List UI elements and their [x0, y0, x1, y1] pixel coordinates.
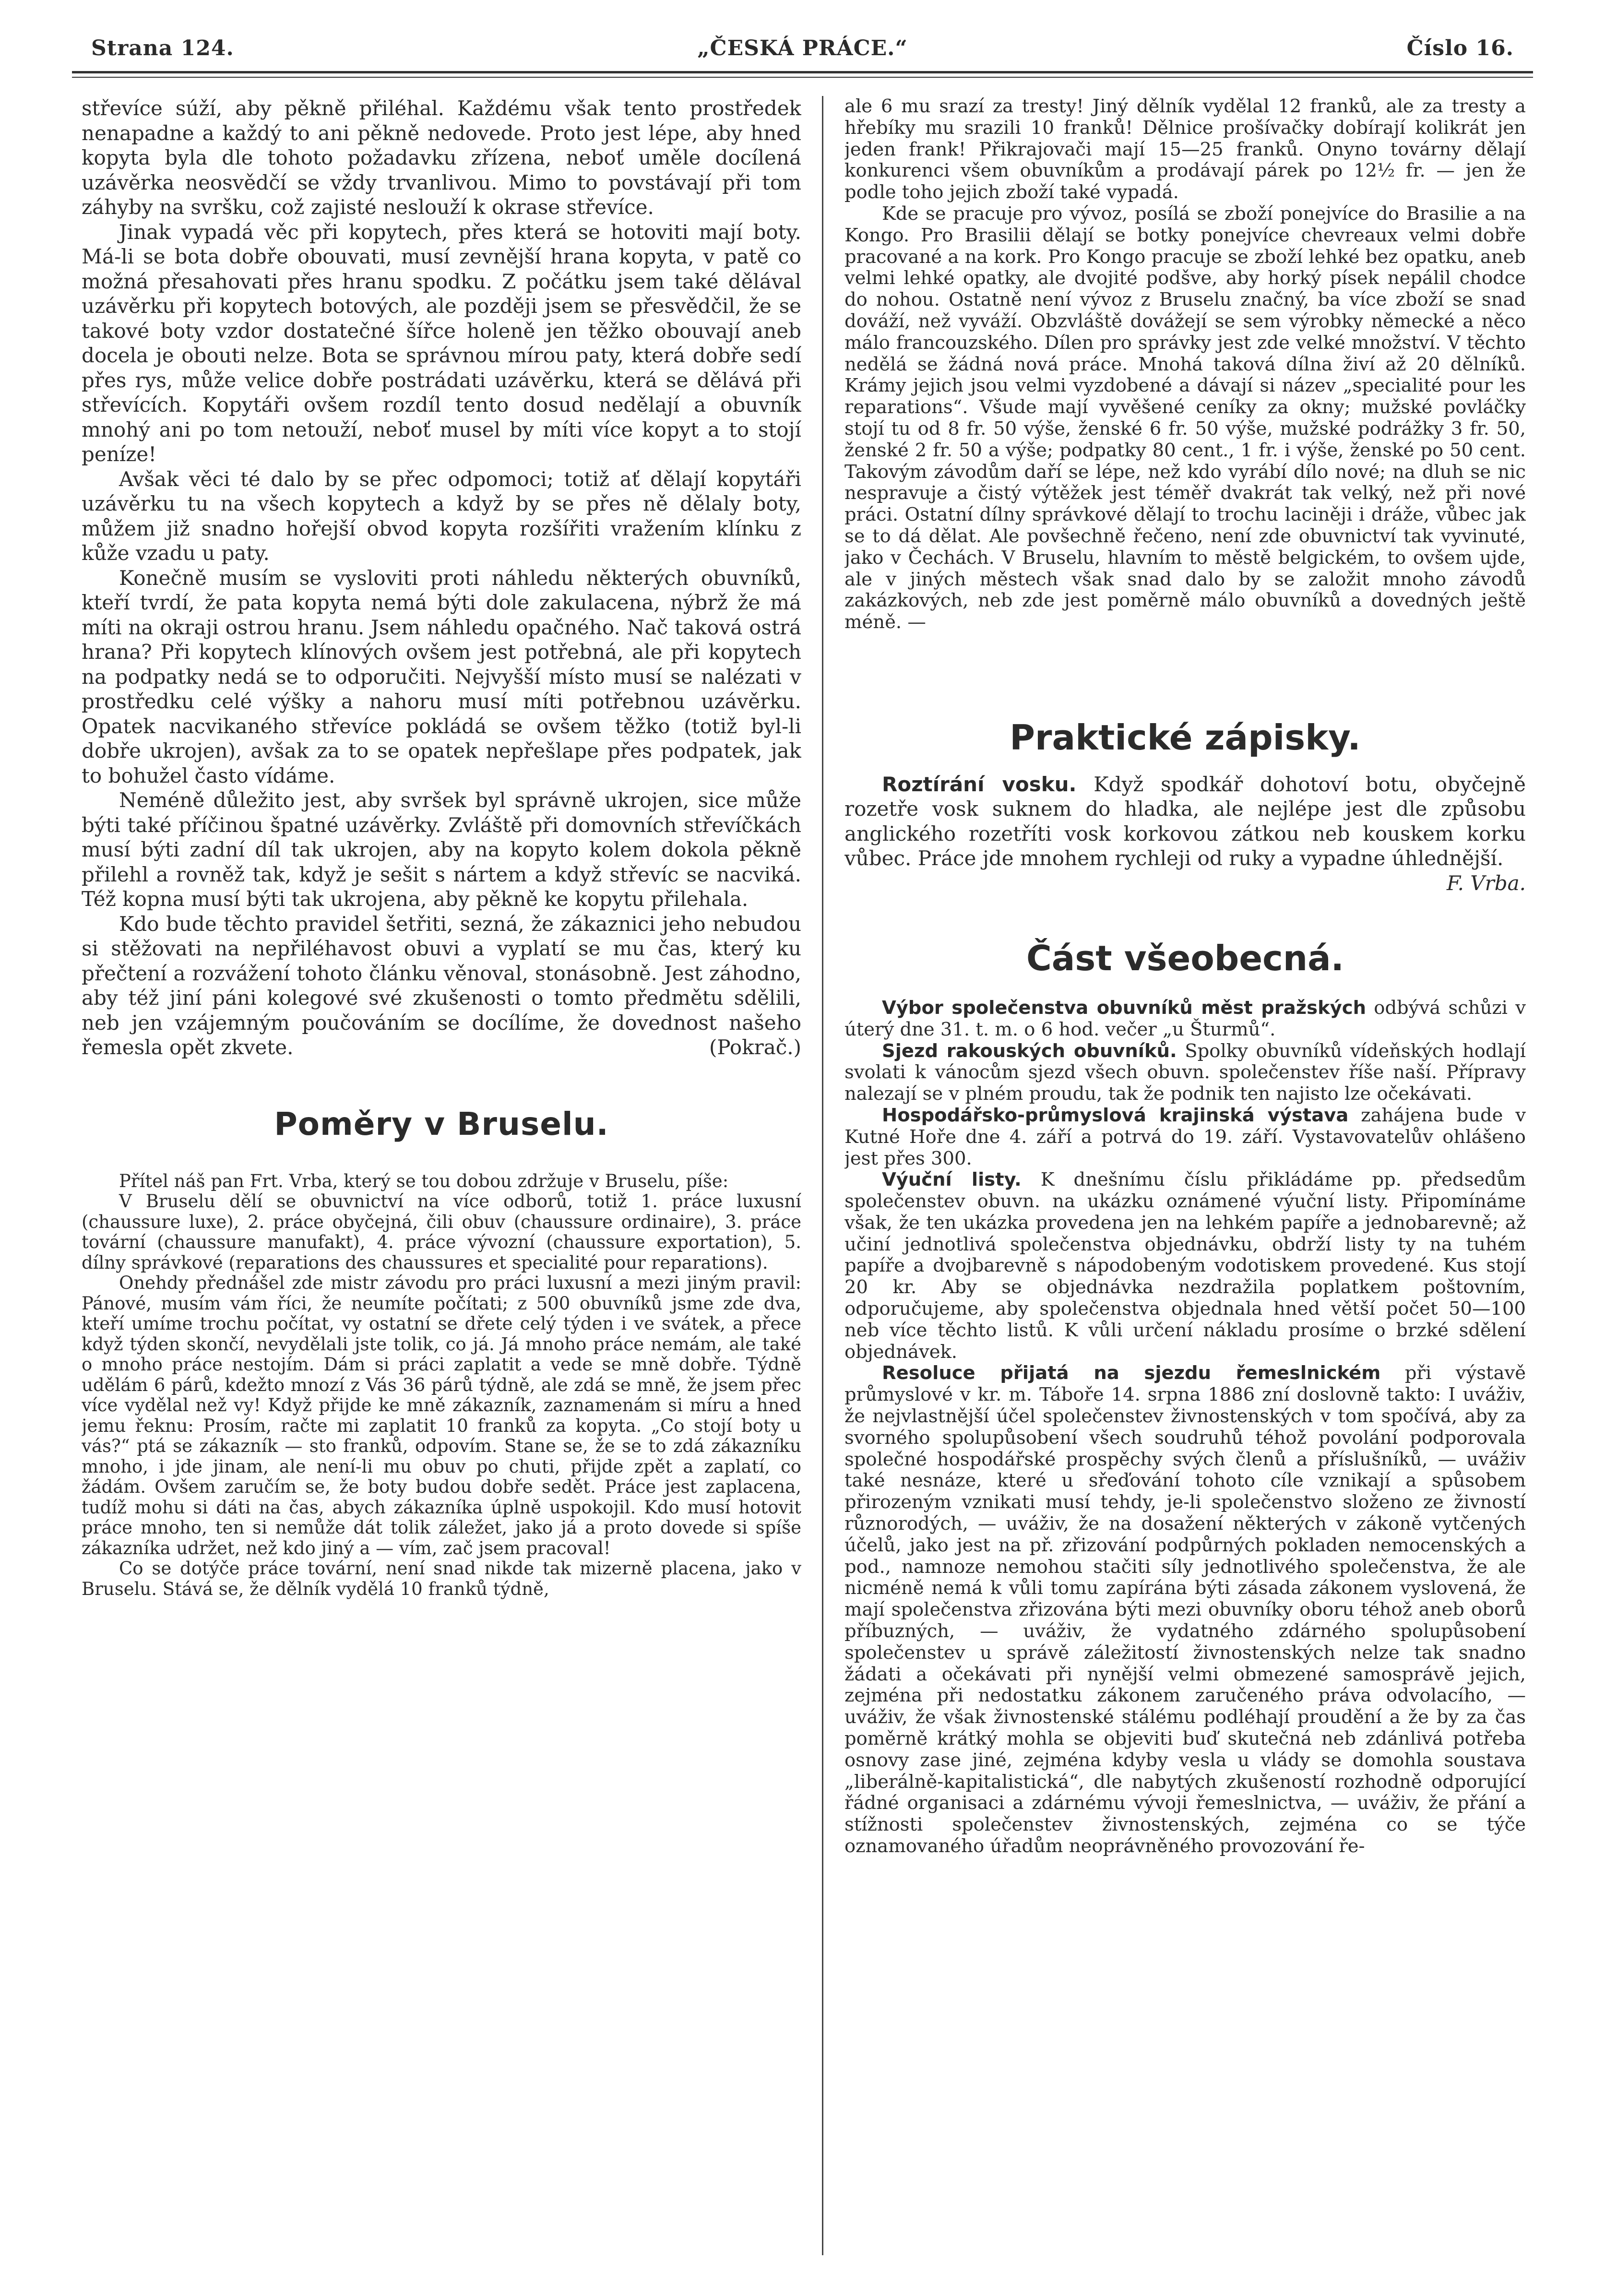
- section-heading-prakticke: Praktické zápisky.: [1010, 717, 1361, 758]
- section-heading-cast: Část všeobecná.: [1026, 938, 1344, 978]
- article-paragraph: Neméně důležito jest, aby svršek byl správně ukrojen, sice může býti také příčinou špatné uzávěrky. Zvláště při domovních střevíčkách musí býti zadní díl tak ukrojen, aby na kopyto kolem dokola pěkně přilehl a rovněž tak, když je sešit s nártem a když střevíc se nacviká. Též kopna musí býti tak ukrojena, aby pěkně ke kopytu přilehala.: [82, 788, 801, 911]
- news-item-lead: Resoluce přijatá na sjezdu řemeslnickém: [882, 1362, 1381, 1384]
- prakticke-paragraph: [844, 772, 1526, 895]
- section-paragraph: Co se dotýče práce tovární, není snad nikde tak mizerně placena, jako v Bruselu. Stává se, že dělník vydělá 10 franků týdně,: [82, 1558, 801, 1599]
- news-item-lead: Hospodářsko-průmyslová krajinská výstava: [882, 1104, 1349, 1126]
- header-rule-thin: [72, 77, 1533, 78]
- article-paragraph: [82, 912, 801, 1060]
- masthead-title: „ČESKÁ PRÁCE.“: [697, 36, 908, 60]
- news-item: [844, 1105, 1526, 1169]
- news-item-lead: Sjezd rakouských obuvníků.: [882, 1040, 1177, 1062]
- news-item: [844, 1041, 1526, 1105]
- author-signature: F. Vrba.: [1447, 871, 1526, 895]
- news-item-text: Spolky obuvníků vídeňských hodlají svolati k vánocům sjezd všech obuvn. společenstev říše naší. Přípravy nalezají se v plném proudu, tak že podnik ten najisto lze očekávati.: [844, 1040, 1526, 1105]
- section-paragraph: Přítel náš pan Frt. Vrba, který se tou dobou zdržuje v Bruselu, píše:: [119, 1170, 729, 1191]
- continued-note: (Pokrač.): [709, 1035, 801, 1059]
- column-divider: [822, 96, 823, 2255]
- news-item-lead: Výuční listy.: [882, 1169, 1022, 1191]
- news-item: [844, 998, 1526, 1041]
- news-item-lead: Výbor společenstva obuvníků měst pražských: [882, 997, 1367, 1019]
- news-item: [844, 1169, 1526, 1363]
- article-paragraph: Jinak vypadá věc při kopytech, přes která se hotoviti mají boty. Má-li se bota dobře obouvati, musí zevnější hrana kopyta, v patě co možná přesahovati přes hranu spodku. Z počátku jsem také dělával uzávěrku při kopytech botových, ale později jsem se přesvědčil, že se takové boty vzdor dostatečné šířce holeně jen těžko obouvají aneb docela je obouti nelze. Bota se správnou mírou paty, která dobře sedí přes rys, může velice dobře postrádati uzávěrku, která se dělává při střevících. Kopytáři ovšem rozdíl tento dosud nedělají a obuvník mnohý ani po tom netouží, neboť musel by míti více kopyt a to stojí peníze!: [82, 220, 801, 466]
- section-paragraph: V Bruselu dělí se obuvnictví na více odborů, totiž 1. práce luxusní (chaussure luxe), 2. práce obyčejná, čili obuv (chaussure ordinaire), 3. práce tovární (chaussure manufakt), 4. práce vývozní (chaussure exportation), 5. dílny správkové (reparations des chaussures et specialité pour reparations).: [82, 1191, 801, 1273]
- prakticke-text: Když spodkář dohotoví botu, obyčejně rozetře vosk suknem do hladka, ale nejlépe jest dle způsobu anglického rozetříti vosk korkovou zátkou neb kouskem korku vůbec. Práce jde mnohem rychleji od ruky a vypadne úhlednější.: [844, 772, 1526, 870]
- article-paragraph: střevíce súží, aby pěkně přiléhal. Každému však tento prostředek nenapadne a každý to ani pěkně nedovede. Proto jest lépe, aby hned kopyta byla dle tohoto požadavku zřízena, neboť uměle docílená uzávěrka neosvědčí se vždy trvanlivou. Mimo to povstávají při tom záhyby na svršku, což zajisté neslouží k okrase střevíce.: [82, 96, 801, 219]
- news-item-text: zahájena bude v Kutné Hoře dne 4. září a potrvá do 19. září. Vystavovatelův ohlášeno jest přes 300.: [844, 1104, 1526, 1169]
- news-item-text: odbývá schůzi v úterý dne 31. t. m. o 6 hod. večer „u Šturmů“.: [844, 997, 1526, 1040]
- news-item-text: K dnešnímu číslu přikládáme pp. předsedům společenstev obuvn. na ukázku oznámené výuční listy. Připomínáme však, že ten ukázka provedena jen na lehkém papíře a jednobarevně; až učiní jednotlivá společenstva objednávku, obdrží listy ty na tuhém papíře a dvojbarevně s nápodobeným vodotiskem provedené. Kus stojí 20 kr. Aby se objednávka nezdražila poplatkem poštovním, odporučujeme, aby společenstva objednala hned větší počet 50—100 neb více těchto listů. K vůli určení nákladu prosíme o brzké sdělení objednávek.: [844, 1169, 1526, 1363]
- prakticke-lead: Roztírání vosku.: [882, 772, 1077, 796]
- section-heading-pomery: Poměry v Bruselu.: [274, 1105, 609, 1142]
- section-paragraph: Onehdy přednášel zde mistr závodu pro práci luxusní a mezi jiným pravil: Pánové, musím vám říci, že neumíte počítati; z 500 obuvníků jsme zde dva, kteří umíme trochu počítat, vy ostatní se dřete celý týden i ve svátek, a přece když týden skončí, nevydělali jste tolik, co já. Já mnoho práce nemám, ale také o mnoho práce nestojím. Dám si práci zaplatit a vede se mně dobře. Týdně udělám 6 párů, kdežto mnozí z Vás 36 párů týdně, ale zdá se mně, že jsem přec více vydělal než vy! Když přijde ke mně zákazník, zaznamenám si míru a hned jemu řeknu: Prosím, račte mi zaplatit 10 franků za kopyta. „Co stojí boty u vás?“ ptá se zákazník — sto franků, odpovím. Stane se, že se to zdá zákazníku mnoho, i jde jinam, ale není-li mu obuv po chuti, přijde zpět a zaplatí, co žádám. Ovšem zaručím se, že boty budou dobře sedět. Práce jest zaplacena, tudíž mohu si dáti na čas, abych zákazníka úplně uspokojil. Kdo musí hotovit práce mnoho, ten si nemůže dát tolik záležet, jako já a proto dovede si spíše zákazníka udržet, než kdo jiný a — vím, zač jsem pracoval!: [82, 1273, 801, 1558]
- page-number: Strana 124.: [91, 36, 234, 60]
- news-item: [844, 1363, 1526, 1857]
- article-paragraph: Kde se pracuje pro vývoz, posílá se zboží ponejvíce do Brasilie a na Kongo. Pro Brasilii dělají se botky ponejvíce chevreaux velmi dobře pracované a na kork. Pro Kongo pracuje se zboží lehké bez opatku, aneb velmi lehké opatky, ale dvojité podšve, aby horký písek nepálil chodce do nohou. Ostatně není vývoz z Bruselu značný, ba více zboží se snad dováží, než vyváží. Obzvláště dovážejí se sem výrobky německé a něco málo francouzského. Dílen pro správky jest zde velké množství. V těchto nedělá se žádná nová práce. Mnohá taková dílna živí až 20 dělníků. Krámy jejich jsou velmi vyzdobené a dávají si název „specialité pour les reparations“. Všude mají vyvěšené ceníky za okny; mužské povláčky stojí tu od 8 fr. 50 výše, ženské 6 fr. 50 výše, mužské podrážky 3 fr. 50, ženské 2 fr. 50 a výše; podpatky 80 cent., 1 fr. i výše, ženské po 50 cent. Takovým závodům daří se lépe, než kdo vyrábí dílo nové; na dluh se nic nespravuje a čistý výtěžek jest téměř dvakrát tak velký, než při nové práci. Ostatní dílny správkové dělají to trochu laciněji i dráže, vůbec jak se to dá dělat. Ale povšechně řečeno, není zde obuvnictví tak vyvinuté, jako v Čechách. V Bruselu, hlavním to městě belgickém, to ovšem ujde, ale v jiných městech však snad dalo by se založit mnoho závodů zakázkových, neb zde jest poměrně málo obuvníků a dovedných ještě méně. —: [844, 202, 1526, 633]
- article-paragraph: Avšak věci té dalo by se přec odpomoci; totiž ať dělají kopytáři uzávěrku tu na všech kopytech a když by se přes ně dělaly boty, můžem již snadno hořejší obvod kopyta rozšířiti vražením klínku z kůže vzadu u paty.: [82, 467, 801, 565]
- left-column: [82, 96, 801, 2265]
- article-paragraph-text: Kdo bude těchto pravidel šetřiti, sezná, že zákaznici jeho nebudou si stěžovati na nepřiléhavost obuvi a vyplatí se mu čas, který ku přečtení a rozvážení tohoto článku věnoval, stonásobně. Jest záhodno, aby též jiní páni kolegové své zkušenosti o tomto předmětu sdělili, neb jen vzájemným poučováním se docílíme, že dovednost našeho řemesla opět zkvete.: [82, 912, 801, 1059]
- right-column: [844, 96, 1526, 2265]
- header-rule-thick: [72, 71, 1533, 73]
- page-header: [72, 26, 1533, 74]
- news-item-text: při výstavě průmyslové v kr. m. Táboře 14. srpna 1886 zní doslovně takto: I uváživ, že nejvlastnější účel společenstev živnostenských v tom spočívá, aby za svorného spolupůsobení všech soudruhů téhož povolání podporovala společné hospodářské prospěchy svých členů a příslušníků, — uváživ také nesnáze, které u sřeďování tohoto cíle vznikají a spůsobem přirozeným vznikati musí tehdy, je-li společenstvo složeno ze živností různorodých, — uváživ, že na dosažení některých v zákoně vytčených účelů, jako jest na př. zřizování podpůrných pokladen nemocenských a pod., namnoze nemohou stačiti síly jednotlivého společenstva, že ale nicméně nemá k vůli tomu zapírána býti zásada zákonem vyslovená, že mají společenstva zřizována býti mezi obuvníky oboru téhož aneb oborů příbuzných, — uváživ, že vydatného zdárného spolupůsobení společenstev u správě záležitostí živnostenských nelze tak snadno žádati a očekávati při nynější velmi obmezené samosprávě jejich, zejména při nedostatku zákonem zaručeného práva odvolacího, — uváživ, že však živnostenské stálému podléhají proudění a že by za čas poměrně krátký mohla se objeviti buď skutečná neb zdánlivá potřeba osnovy zase jiné, zejména kdyby vesla u vlády se domohla soustava „liberálně-kapitalistická“, dle nabytých zkušeností rozhodně odporující řádné organisaci a zdárnému vývoji řemeslnictva, — uváživ, že přání a stížnosti společenstev živnostenských, zejména co se týče oznamovaného úřadům neoprávněného provozování ře-: [844, 1362, 1526, 1857]
- issue-number: Číslo 16.: [1406, 36, 1514, 60]
- article-paragraph: ale 6 mu srazí za tresty! Jiný dělník vydělal 12 franků, ale za tresty a hřebíky mu srazili 10 franků! Dělnice prošívačky dobírají kolikrát jen jeden frank! Přikrajovači mají 15—25 franků. Onyno továrny dělají konkurenci všem obuvníkům a prodávají párek po 12½ fr. — jen že podle toho jejich zboží také vypadá.: [844, 96, 1526, 203]
- article-paragraph: Konečně musím se vysloviti proti náhledu některých obuvníků, kteří tvrdí, že pata kopyta nemá býti dole zakulacena, nýbrž že má míti na okraji ostrou hranu. Jsem náhledu opačného. Nač taková ostrá hrana? Při kopytech klínových ovšem jest potřebná, ale při kopytech na podpatky nedá se to odporučiti. Nejvyšší místo musí se nalézati v prostředku celé výšky a nahoru musí míti potřebnou uzávěrku. Opatek nacvikaného střevíce pokládá se ovšem těžko (totiž byl-li dobře ukrojen), avšak za to se opatek nepřešlape přes podpatek, jak to bohužel často vídáme.: [82, 566, 801, 787]
